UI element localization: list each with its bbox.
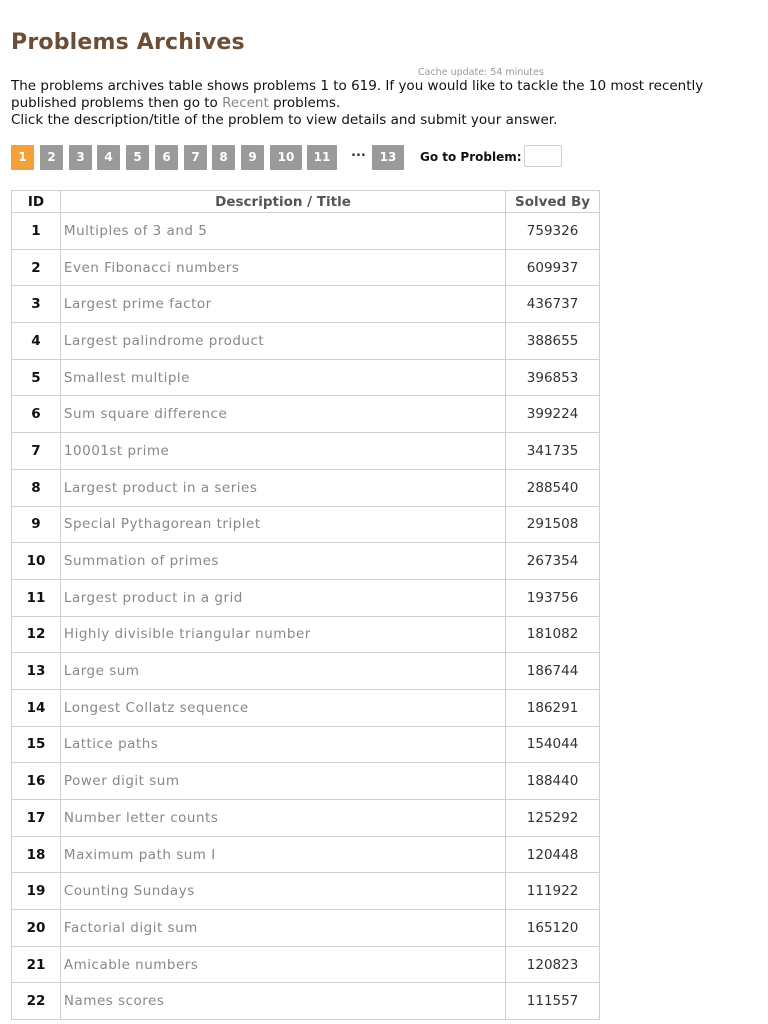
problem-title-link[interactable]: Multiples of 3 and 5 — [60, 213, 505, 250]
problem-title-link[interactable]: Maximum path sum I — [60, 836, 505, 873]
problem-title-link[interactable]: Large sum — [60, 653, 505, 690]
cache-update-text: Cache update: 54 minutes — [418, 67, 544, 78]
table-row — [12, 983, 600, 1020]
page-button-10[interactable]: 10 — [270, 145, 302, 170]
solved-count: 291508 — [506, 506, 600, 543]
problem-title-link[interactable]: Counting Sundays — [60, 873, 505, 910]
page-button-11[interactable]: 11 — [307, 145, 337, 170]
table-row — [12, 323, 600, 360]
table-row — [12, 469, 600, 506]
problem-title-link[interactable]: Number letter counts — [60, 800, 505, 837]
problem-id: 18 — [12, 836, 61, 873]
table-row — [12, 543, 600, 580]
table-row — [12, 506, 600, 543]
pagination — [11, 145, 591, 173]
problem-id: 21 — [12, 946, 61, 983]
problem-title-link[interactable]: Summation of primes — [60, 543, 505, 580]
problem-id: 8 — [12, 469, 61, 506]
table-row — [12, 800, 600, 837]
table-row — [12, 213, 600, 250]
solved-count: 193756 — [506, 579, 600, 616]
table-row — [12, 359, 600, 396]
problem-title-link[interactable]: Largest product in a series — [60, 469, 505, 506]
problem-id: 13 — [12, 653, 61, 690]
page-button-6[interactable]: 6 — [155, 145, 178, 170]
table-row — [12, 836, 600, 873]
goto-problem-input[interactable] — [524, 145, 562, 167]
header-description: Description / Title — [60, 191, 505, 213]
page-button-1[interactable]: 1 — [11, 145, 34, 170]
solved-count: 188440 — [506, 763, 600, 800]
pagination-ellipsis: ... — [351, 145, 366, 160]
page-button-5[interactable]: 5 — [126, 145, 149, 170]
problem-id: 1 — [12, 213, 61, 250]
problem-title-link[interactable]: Special Pythagorean triplet — [60, 506, 505, 543]
table-row — [12, 873, 600, 910]
solved-count: 181082 — [506, 616, 600, 653]
table-row — [12, 910, 600, 947]
problem-title-link[interactable]: Largest prime factor — [60, 286, 505, 323]
solved-count: 267354 — [506, 543, 600, 580]
solved-count: 111557 — [506, 983, 600, 1020]
solved-count: 186291 — [506, 689, 600, 726]
problem-id: 15 — [12, 726, 61, 763]
problem-id: 7 — [12, 433, 61, 470]
page-title: Problems Archives — [11, 30, 245, 55]
solved-count: 120448 — [506, 836, 600, 873]
problem-id: 6 — [12, 396, 61, 433]
problem-id: 2 — [12, 249, 61, 286]
intro-text-line2: Click the description/title of the problem to view details and submit your answer. — [11, 112, 558, 128]
header-id: ID — [12, 191, 61, 213]
problem-id: 12 — [12, 616, 61, 653]
page-button-8[interactable]: 8 — [212, 145, 235, 170]
solved-count: 111922 — [506, 873, 600, 910]
solved-count: 396853 — [506, 359, 600, 396]
page-button-9[interactable]: 9 — [241, 145, 264, 170]
problem-title-link[interactable]: Power digit sum — [60, 763, 505, 800]
problem-id: 22 — [12, 983, 61, 1020]
solved-count: 609937 — [506, 249, 600, 286]
problem-title-link[interactable]: Highly divisible triangular number — [60, 616, 505, 653]
page-button-7[interactable]: 7 — [184, 145, 207, 170]
intro-text-part2: problems. — [268, 95, 341, 111]
problem-title-link[interactable]: 10001st prime — [60, 433, 505, 470]
table-row — [12, 286, 600, 323]
table-row — [12, 726, 600, 763]
header-solved-by: Solved By — [506, 191, 600, 213]
problem-id: 16 — [12, 763, 61, 800]
solved-count: 436737 — [506, 286, 600, 323]
problem-id: 11 — [12, 579, 61, 616]
problem-id: 14 — [12, 689, 61, 726]
problem-title-link[interactable]: Factorial digit sum — [60, 910, 505, 947]
page-button-3[interactable]: 3 — [69, 145, 92, 170]
problem-title-link[interactable]: Sum square difference — [60, 396, 505, 433]
problem-title-link[interactable]: Amicable numbers — [60, 946, 505, 983]
problem-title-link[interactable]: Longest Collatz sequence — [60, 689, 505, 726]
table-row — [12, 946, 600, 983]
problem-title-link[interactable]: Largest product in a grid — [60, 579, 505, 616]
table-row — [12, 433, 600, 470]
problem-id: 5 — [12, 359, 61, 396]
problem-id: 9 — [12, 506, 61, 543]
problem-title-link[interactable]: Lattice paths — [60, 726, 505, 763]
intro-text-part1: The problems archives table shows problems 1 to 619. If you would like to tackle the 10 most recently published problems then go to — [11, 78, 704, 111]
table-row — [12, 763, 600, 800]
solved-count: 288540 — [506, 469, 600, 506]
table-row — [12, 616, 600, 653]
solved-count: 154044 — [506, 726, 600, 763]
solved-count: 399224 — [506, 396, 600, 433]
problem-id: 3 — [12, 286, 61, 323]
page-button-2[interactable]: 2 — [40, 145, 63, 170]
solved-count: 186744 — [506, 653, 600, 690]
solved-count: 165120 — [506, 910, 600, 947]
solved-count: 759326 — [506, 213, 600, 250]
solved-count: 341735 — [506, 433, 600, 470]
page-button-13[interactable]: 13 — [372, 145, 404, 170]
problem-id: 20 — [12, 910, 61, 947]
table-row — [12, 579, 600, 616]
goto-problem-label: Go to Problem: — [420, 150, 522, 164]
solved-count: 388655 — [506, 323, 600, 360]
problems-table — [11, 190, 600, 1020]
problem-title-link[interactable]: Even Fibonacci numbers — [60, 249, 505, 286]
intro-text — [11, 78, 751, 129]
recent-problems-link[interactable]: Recent — [222, 95, 269, 111]
table-row — [12, 249, 600, 286]
problem-id: 17 — [12, 800, 61, 837]
table-row — [12, 653, 600, 690]
problem-title-link[interactable]: Names scores — [60, 983, 505, 1020]
solved-count: 125292 — [506, 800, 600, 837]
page-button-4[interactable]: 4 — [97, 145, 120, 170]
table-row — [12, 396, 600, 433]
table-header-row — [12, 191, 600, 213]
problem-id: 4 — [12, 323, 61, 360]
problem-id: 10 — [12, 543, 61, 580]
table-row — [12, 689, 600, 726]
solved-count: 120823 — [506, 946, 600, 983]
problem-id: 19 — [12, 873, 61, 910]
problem-title-link[interactable]: Largest palindrome product — [60, 323, 505, 360]
problem-title-link[interactable]: Smallest multiple — [60, 359, 505, 396]
